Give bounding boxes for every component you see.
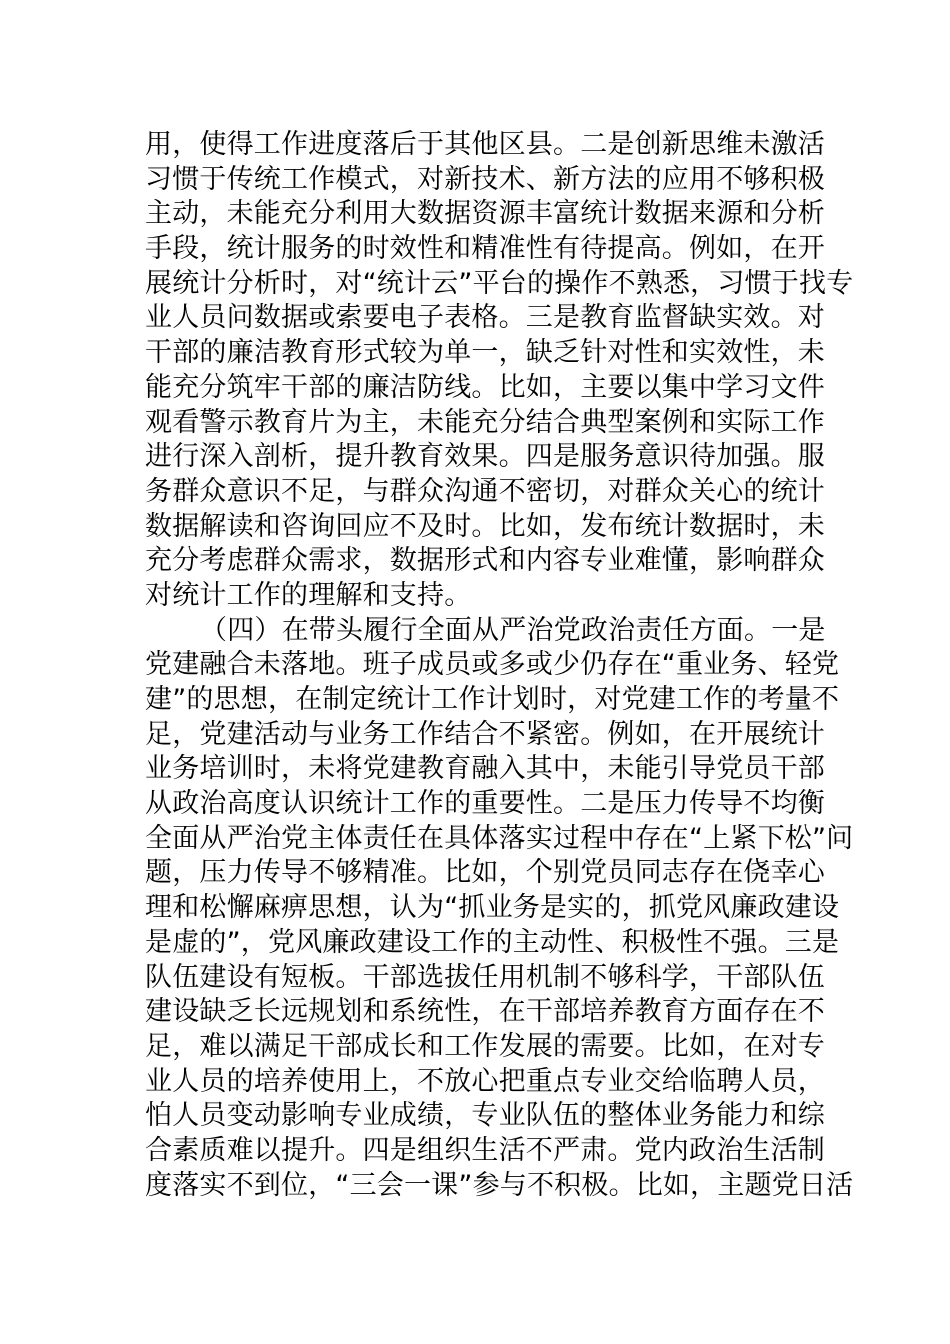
text-line: 业务培训时，未将党建教育融入其中，未能引导党员干部 (145, 753, 825, 785)
text-line: 队伍建设有短板。干部选拔任用机制不够科学，干部队伍 (145, 961, 825, 993)
text-line: 能充分筑牢干部的廉洁防线。比如，主要以集中学习文件 (145, 371, 825, 403)
text-line: 建设缺乏长远规划和系统性，在干部培养教育方面存在不 (145, 996, 825, 1028)
text-line: 务群众意识不足，与群众沟通不密切，对群众关心的统计 (145, 475, 825, 507)
text-line: 干部的廉洁教育形式较为单一，缺乏针对性和实效性，未 (145, 337, 825, 369)
text-line: 理和松懈麻痹思想，认为“抓业务是实的，抓党风廉政建设 (145, 892, 840, 924)
text-line: 业人员问数据或索要电子表格。三是教育监督缺实效。对 (145, 302, 825, 334)
text-line: 是虚的”，党风廉政建设工作的主动性、积极性不强。三是 (145, 926, 840, 958)
text-line: 手段，统计服务的时效性和精准性有待提高。例如，在开 (145, 233, 825, 265)
text-line: 习惯于传统工作模式，对新技术、新方法的应用不够积极 (145, 163, 825, 195)
text-line: 建”的思想，在制定统计工作计划时，对党建工作的考量不 (145, 684, 840, 715)
text-line: 全面从严治党主体责任在具体落实过程中存在“上紧下松”问 (145, 822, 854, 854)
text-line: 足，党建活动与业务工作结合不紧密。例如，在开展统计 (145, 718, 825, 750)
text-line: 怕人员变动影响专业成绩，专业队伍的整体业务能力和综 (145, 1100, 825, 1132)
text-line: 观看警示教育片为主，未能充分结合典型案例和实际工作 (145, 406, 825, 438)
text-line: 度落实不到位，“三会一课”参与不积极。比如，主题党日活 (145, 1169, 854, 1201)
text-line: 进行深入剖析，提升教育效果。四是服务意识待加强。服 (145, 441, 825, 473)
text-line: 合素质难以提升。四是组织生活不严肃。党内政治生活制 (145, 1134, 825, 1166)
text-line: 题，压力传导不够精准。比如，个别党员同志存在侥幸心 (145, 857, 825, 889)
text-line: 党建融合未落地。班子成员或多或少仍存在“重业务、轻党 (145, 649, 840, 681)
text-line: 主动，未能充分利用大数据资源丰富统计数据来源和分析 (145, 198, 825, 230)
section-heading-line: （四）在带头履行全面从严治党政治责任方面。一是 (200, 614, 826, 646)
text-line: 数据解读和咨询回应不及时。比如，发布统计数据时，未 (145, 510, 825, 542)
text-line: 展统计分析时，对“统计云”平台的操作不熟悉，习惯于找专 (145, 267, 854, 299)
text-line: 充分考虑群众需求，数据形式和内容专业难懂，影响群众 (145, 545, 825, 577)
text-line: 从政治高度认识统计工作的重要性。二是压力传导不均衡 (145, 788, 825, 820)
text-line: 对统计工作的理解和支持。 (145, 579, 472, 611)
document-body (145, 128, 854, 1203)
text-line: 足，难以满足干部成长和工作发展的需要。比如，在对专 (145, 1030, 825, 1062)
text-line: 用，使得工作进度落后于其他区县。二是创新思维未激活 (145, 129, 825, 160)
text-line: 业人员的培养使用上，不放心把重点专业交给临聘人员， (145, 1065, 825, 1097)
